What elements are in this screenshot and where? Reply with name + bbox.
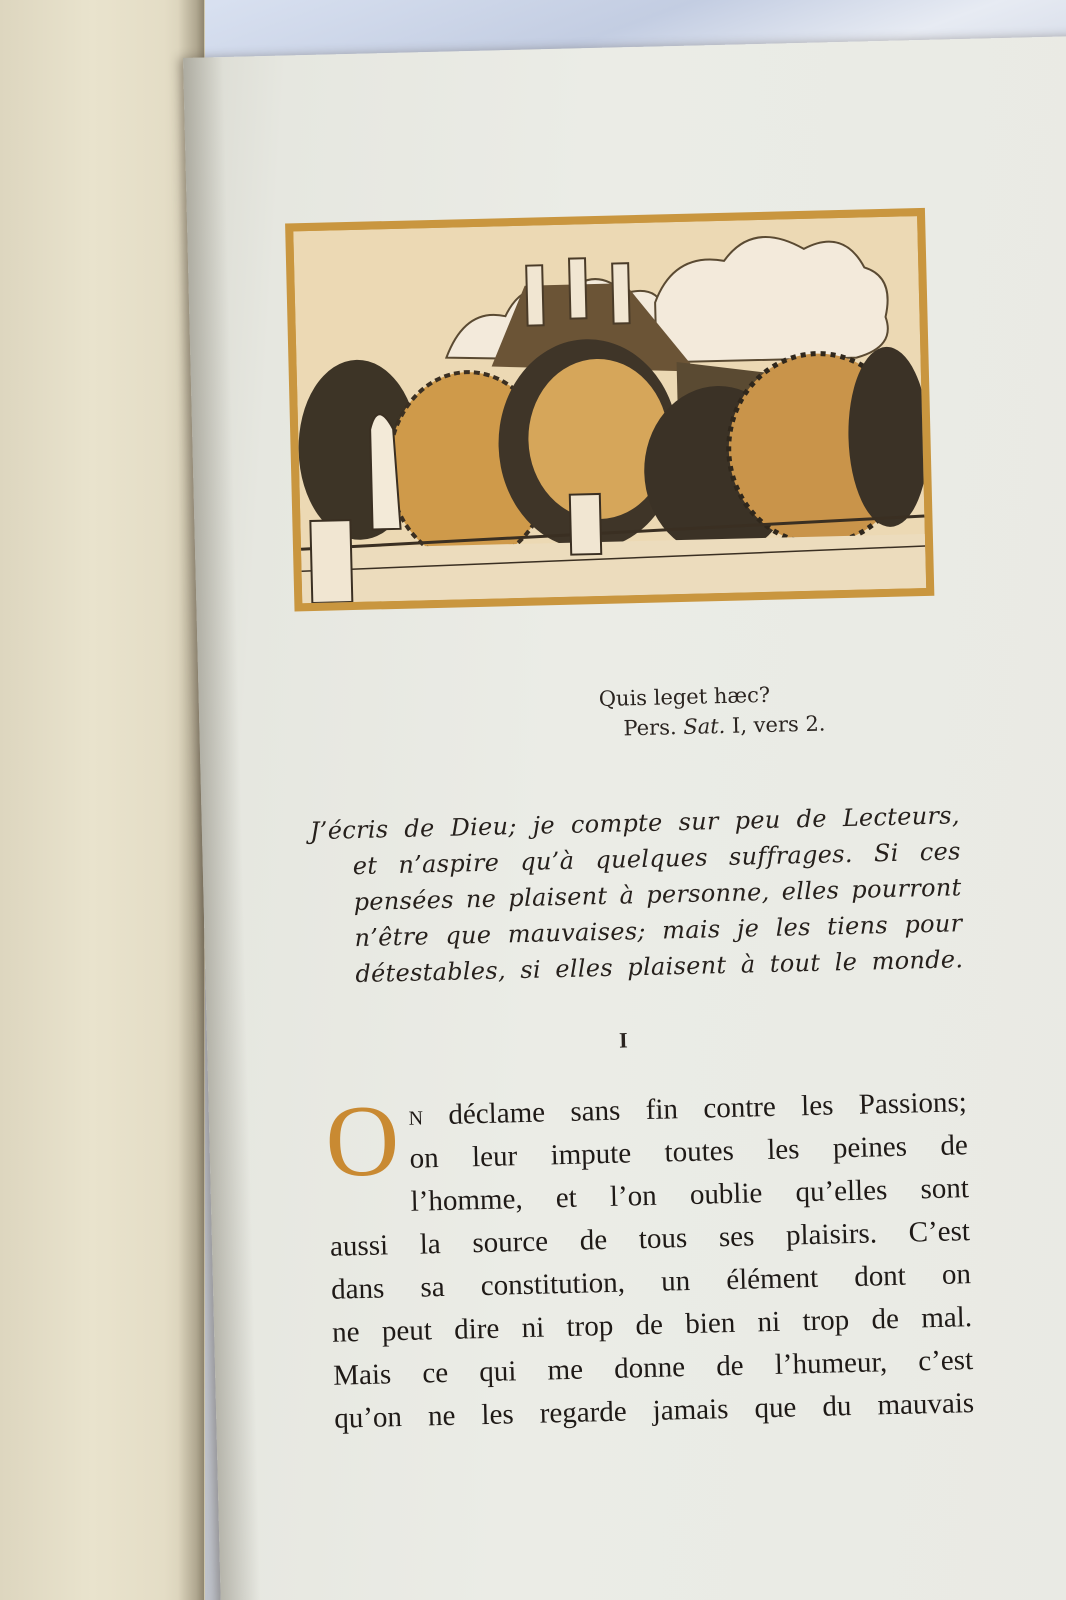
- first-word-rest: n: [408, 1099, 424, 1132]
- body-line: qu’on ne les regarde jamais que du mauvais: [333, 1387, 975, 1435]
- epigraph-source-work: Sat.: [682, 713, 726, 739]
- left-page: [0, 0, 205, 1600]
- body-line: dans sa constitution, un élément dont on: [330, 1258, 972, 1306]
- body-line-text: déclame sans fin contre les Passions;: [448, 1086, 968, 1131]
- epigraph-source-rest: I, vers 2.: [731, 711, 826, 738]
- preface-line: n’être que mauvaises; mais je les tiens pour: [354, 909, 963, 953]
- preface-line: et n’aspire qu’à quelques suffrages. Si ces: [352, 837, 961, 881]
- right-page: [183, 36, 1066, 1600]
- epigraph-source: [599, 709, 826, 745]
- preface-line: pensées ne plaisent à personne, elles pourront: [353, 873, 962, 917]
- chapter-number: I: [618, 1027, 628, 1053]
- body-line: on leur impute toutes les peines de: [409, 1129, 969, 1175]
- body-line: Mais ce qui me donne de l’humeur, c’est: [332, 1344, 974, 1392]
- chapter-body: [326, 1081, 974, 1441]
- body-line: ne peut dire ni trop de bien ni trop de mal.: [331, 1301, 973, 1349]
- preface-line: détestables, si elles plaisent à tout le monde.: [355, 945, 964, 989]
- epigraph: [598, 679, 825, 745]
- body-line: l’homme, et l’on oublie qu’elles sont: [410, 1172, 970, 1218]
- epigraph-quote: Quis leget hæc?: [598, 682, 771, 712]
- header-illustration: [285, 208, 934, 612]
- garden-engraving: [293, 216, 926, 603]
- body-line: aussi la source de tous ses plaisirs. C’est: [329, 1215, 971, 1263]
- epigraph-source-prefix: Pers.: [623, 715, 677, 741]
- preface-line: J’écris de Dieu; je compte sur peu de Lecteurs,: [309, 801, 961, 846]
- drop-cap: O: [324, 1084, 401, 1199]
- preface-paragraph: [309, 797, 964, 993]
